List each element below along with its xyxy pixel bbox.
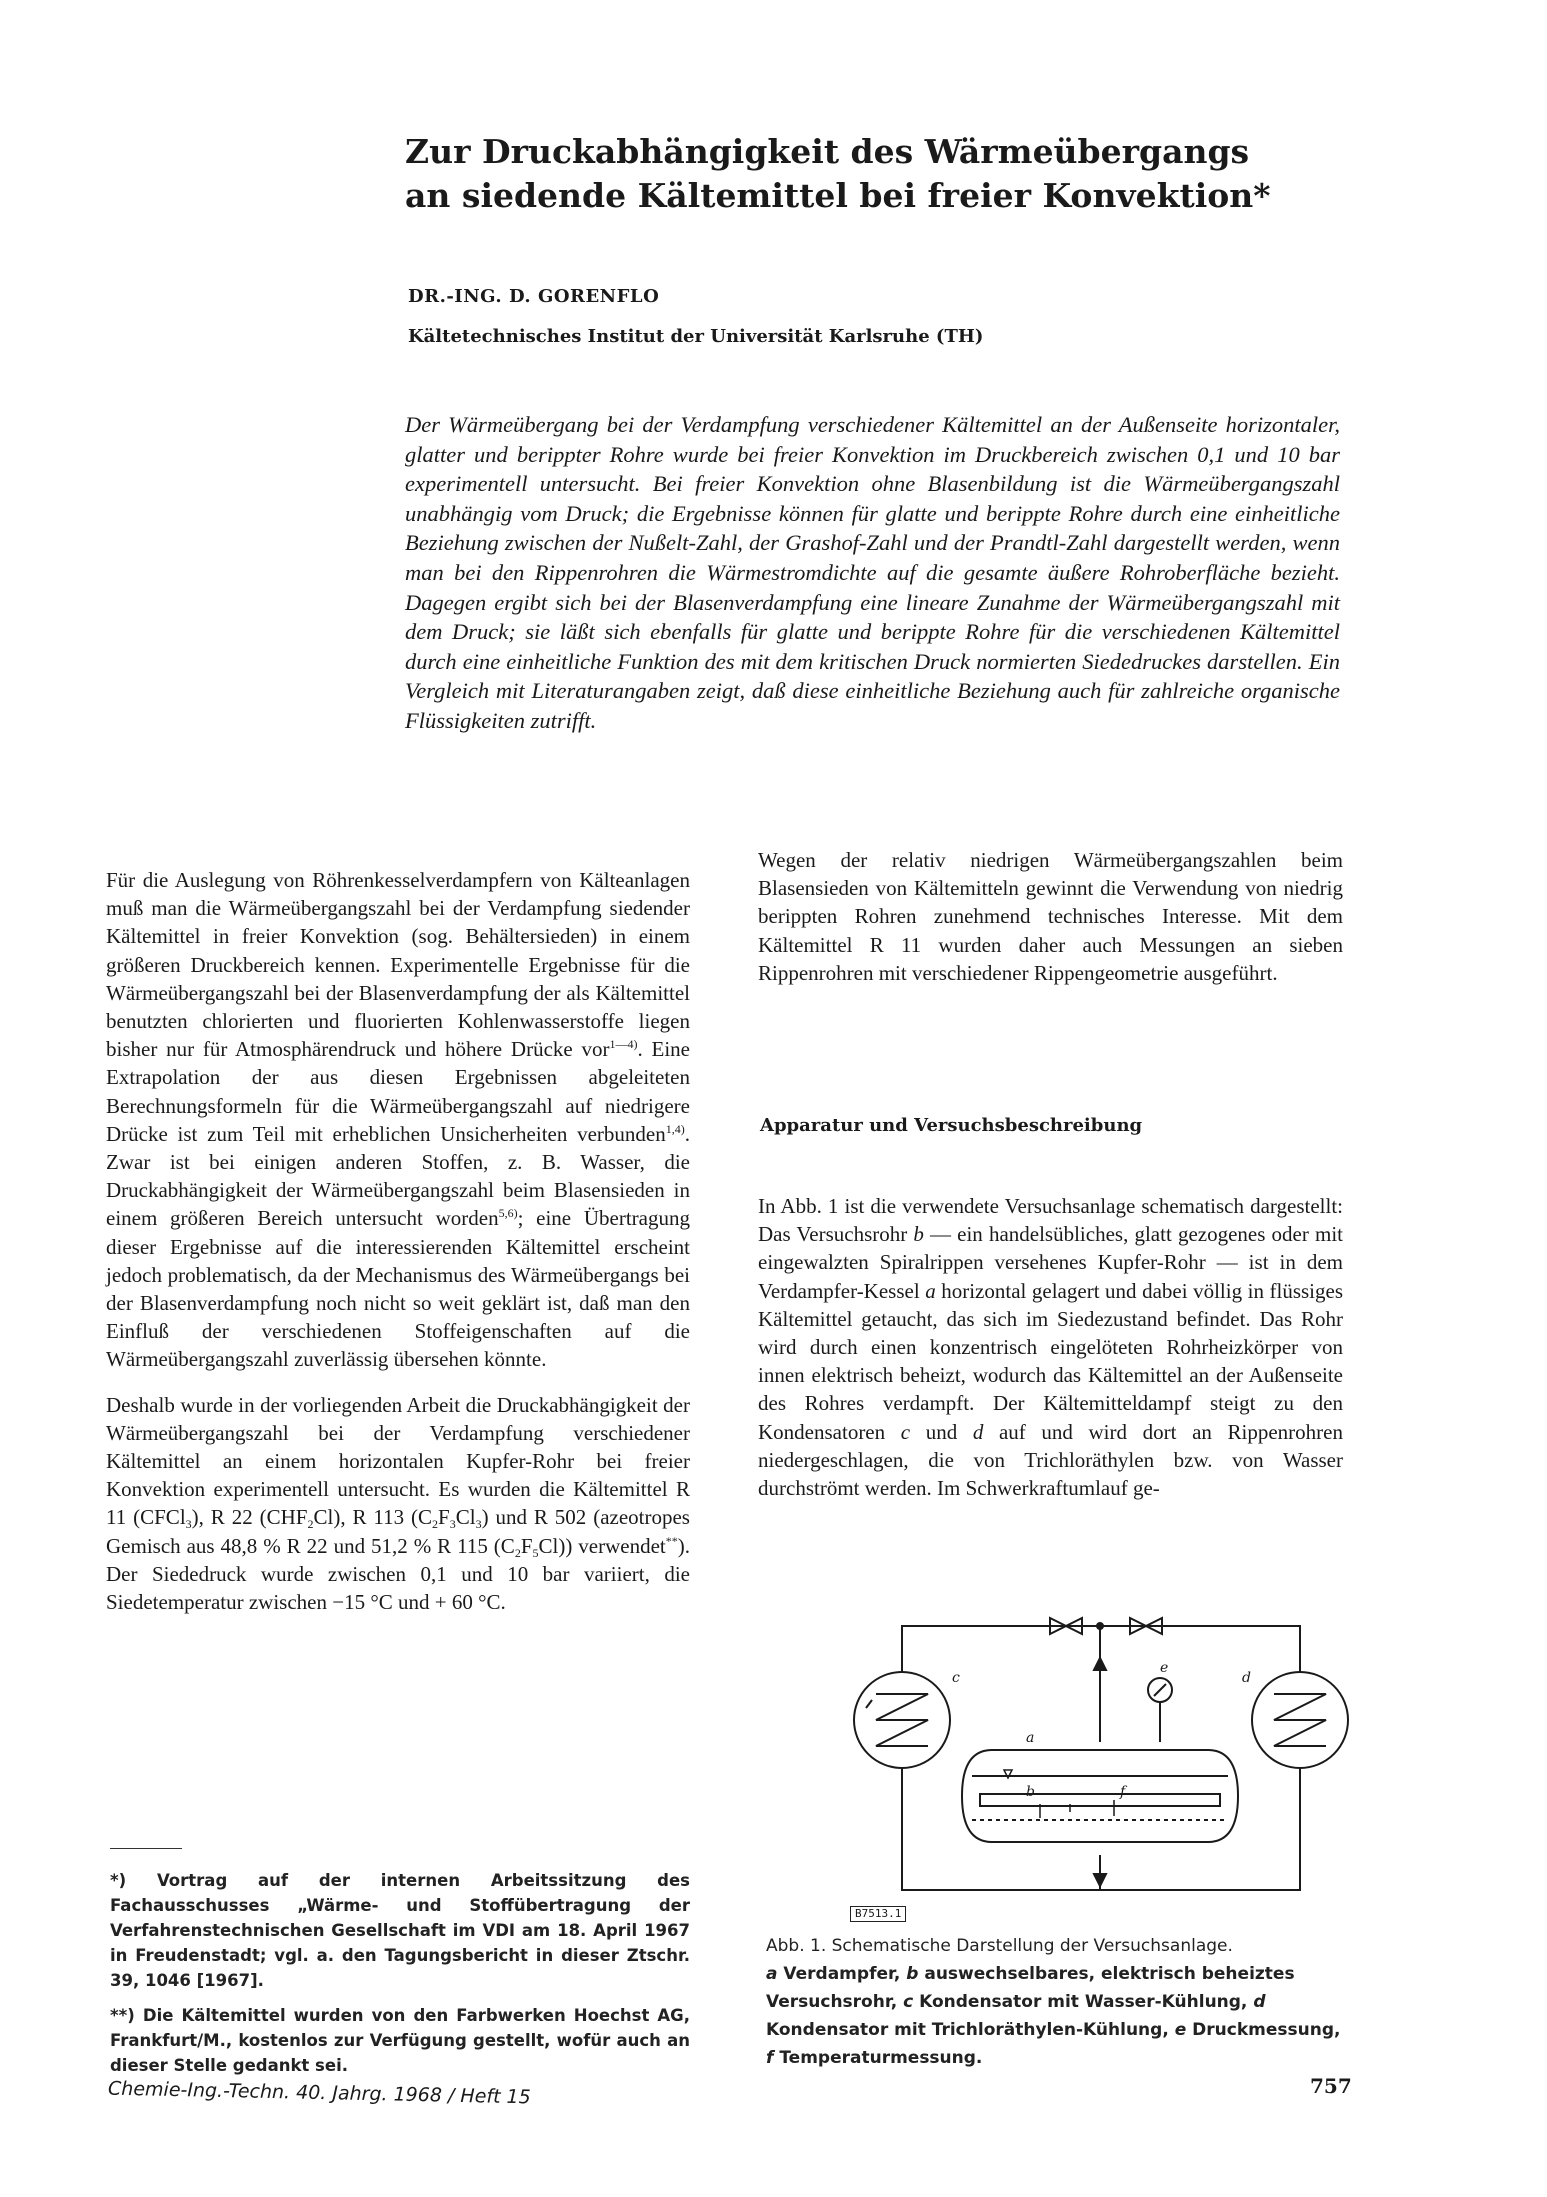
institute: Kältetechnisches Institut der Universität Karlsruhe (TH) [408,326,984,347]
finned-tubes-paragraph: Wegen der relativ niedrigen Wärmeübergangszahlen beim Blasensieden von Kältemitteln gewinnt die Verwendung von niedrig berippten Rohren zunehmend technisches Interesse. Mit dem Kältemittel R 11 wurden daher auch Messungen an sieben Rippenrohren mit verschiedener Rippengeometrie ausgeführt. [758,848,1343,985]
apparatus-paragraph: In Abb. 1 ist die verwendete Versuchsanlage schematisch dargestellt: Das Versuchsrohr b — ein handelsübliches, glatt gezogenes oder mit eingewalzten Spiralrippen versehenes Kupfer-Rohr — ist in dem Verdampfer-Kessel a horizontal gelagert und dabei völlig in flüssiges Kältemittel getaucht, das sich im Siedezustand befindet. Das Rohr wird durch einen konzentrisch eingelöteten Rohrheizkörper von innen elektrisch beheizt, wodurch das Kältemittel an der Außenseite des Rohres verdampft. Der Kältemitteldampf steigt zu den Kondensatoren c und d auf und wird dort an Rippenrohren niedergeschlagen, die von Trichloräthylen bzw. von Wasser durchströmt werden. Im Schwerkraftumlauf ge- [758,1194,1343,1501]
apparatus-figure [830,1590,1350,1920]
footnote-divider [110,1848,182,1849]
abstract: Der Wärmeübergang bei der Verdampfung verschiedener Kältemittel an der Außenseite horizontaler, glatter und berippter Rohre wurde bei freier Konvektion im Druckbereich zwischen 0,1 und 10 bar experimentell untersucht. Bei freier Konvektion ohne Blasenbildung ist die Wärmeübergangszahl unabhängig vom Druck; die Ergebnisse können für glatte und berippte Rohre durch eine einheitliche Beziehung zwischen der Nußelt-Zahl, der Grashof-Zahl und der Prandtl-Zahl dargestellt werden, wenn man bei den Rippenrohren die Wärmestromdichte auf die gesamte äußere Rohroberfläche bezieht. Dagegen ergibt sich bei der Blasenverdampfung eine lineare Zunahme der Wärmeübergangszahl mit dem Druck; sie läßt sich ebenfalls für glatte und berippte Rohre für die verschiedenen Kältemittel durch eine einheitliche Funktion des mit dem kritischen Druck normierten Siededruckes darstellen. Ein Vergleich mit Literaturangaben zeigt, daß diese einheitliche Beziehung auch für zahlreiche organische Flüssigkeiten zutrifft. [405,412,1340,733]
paper-title [405,130,1405,218]
right-column-intro [758,846,1343,987]
label-a: a [1026,1730,1035,1746]
label-e: e [1160,1660,1169,1676]
label-f: f [1120,1784,1126,1800]
label-b: b [1026,1784,1035,1800]
journal-footer: Chemie-Ing.-Techn. 40. Jahrg. 1968 / Heft 15 [107,2077,531,2109]
title-line-1: Zur Druckabhängigkeit des Wärmeübergangs [405,132,1250,171]
page-number: 757 [1310,2074,1352,2098]
intro-paragraph: Für die Auslegung von Röhrenkesselverdampfern von Kälteanlagen muß man die Wärmeübergangszahl bei der Verdampfung siedender Kältemittel in freier Konvektion (sog. Behältersieden) in einem größeren Druckbereich kennen. Experimentelle Ergebnisse für die Wärmeübergangszahl bei der Blasenverdampfung der als Kältemittel benutzten chlorierten und fluorierten Kohlenwasserstoffe liegen bisher nur für Atmosphärendruck und höhere Drücke vor$^{1—4)}$. Eine Extrapolation der aus diesen Ergebnissen abgeleiteten Berechnungsformeln für die Wärmeübergangszahl auf niedrigere Drücke ist zum Teil mit erheblichen Unsicherheiten verbunden$^{1,4)}$. Zwar ist bei einigen anderen Stoffen, z. B. Wasser, die Druckabhängigkeit der Wärmeübergangszahl beim Blasensieden in einem größeren Bereich untersucht worden$^{5,6)}$; eine Übertragung dieser Ergebnisse auf die interessierenden Kältemittel erscheint jedoch problematisch, da der Mechanismus des Wärmeübergangs bei der Blasenverdampfung noch nicht so weit geklärt ist, daß man den Einfluß der verschiedenen Stoffeigenschaften auf die Wärmeübergangszahl zuverlässig übersehen könnte. [106,868,690,1372]
figure-caption: Abb. 1. Schematische Darstellung der Versuchsanlage. a Verdampfer, b auswechselbares, elektrisch beheiztes Versuchsrohr, c Kondensator mit Wasser-Kühlung, d Kondensator mit Trichloräthylen-Kühlung, e Druckmessung, f Temperaturmessung. [766,1936,1341,2068]
footnote-2: **) Die Kältemittel wurden von den Farbwerken Hoechst AG, Frankfurt/M., kostenlos zur Verfügung gestellt, wofür auch an dieser Stelle gedankt sei. [110,2006,690,2075]
reference-mark: 1,4) [665,1121,685,1136]
evaporator-vessel [962,1750,1238,1842]
test-tube [980,1794,1220,1806]
objective-paragraph: Deshalb wurde in der vorliegenden Arbeit die Druckabhängigkeit der Wärmeübergangszahl bei der Verdampfung verschiedener Kältemittel an einem horizontalen Kupfer-Rohr bei freier Konvektion experimentell untersucht. Es wurden die Kältemittel R 11 (CFCl$_3$), R 22 $(CHF_2Cl)$, R 113 $(C_2F_3Cl_3)$ und R 502 (azeotropes Gemisch aus 48,8 % R 22 und 51,2 % R 115 $(C_2F_5Cl)$) verwendet**). Der Siededruck wurde zwischen 0,1 und 10 bar variiert, die Siedetemperatur zwischen −15 °C und + 60 °C. [106,1392,690,1615]
footnotes [110,1868,690,2088]
title-line-2: an siedende Kältemittel bei freier Konvektion* [405,176,1271,215]
author: DR.-ING. D. GORENFLO [408,286,660,307]
footnote-mark: ** [665,1533,678,1548]
arrow-up-icon [1094,1658,1106,1670]
reference-mark: 1—4) [609,1037,638,1052]
arrow-icon [1094,1874,1106,1886]
reference-mark: 5,6) [498,1206,518,1221]
left-column [106,866,690,1616]
section-heading: Apparatur und Versuchsbeschreibung [760,1115,1143,1136]
footnote-1: *) Vortrag auf der internen Arbeitssitzung des Fachausschusses „Wärme- und Stoffübertragung der Verfahrenstechnischen Gesellschaft im VDI am 18. April 1967 in Freudenstadt; vgl. a. den Tagungsbericht in dieser Ztschr. 39, 1046 [1967]. [110,1871,690,1990]
label-c: c [952,1670,960,1686]
label-d: d [1242,1670,1251,1686]
figure-id-tag: B7513.1 [850,1906,906,1922]
